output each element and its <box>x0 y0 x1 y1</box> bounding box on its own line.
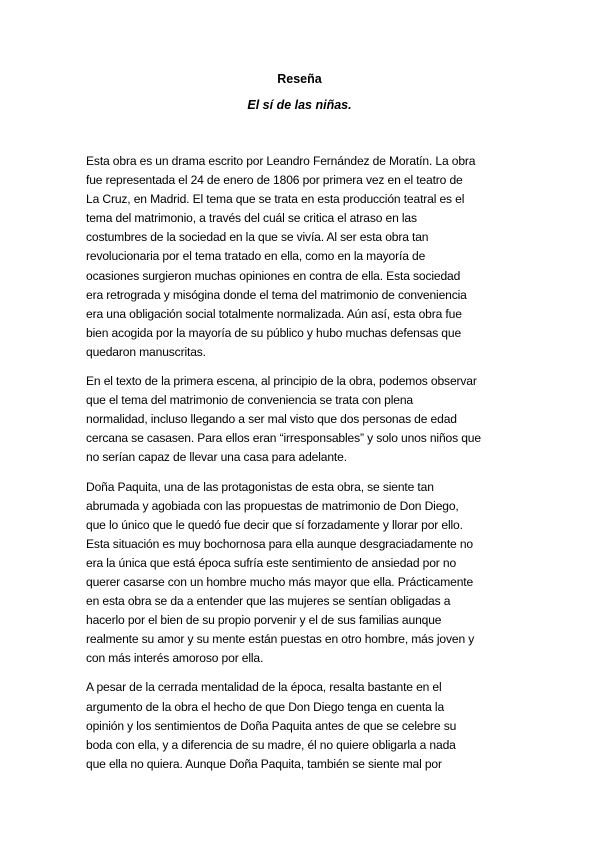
paragraph-line: A pesar de la cerrada mentalidad de la época, resalta bastante en el <box>86 680 442 695</box>
paragraph-line: argumento de la obra el hecho de que Don Diego tenga en cuenta la <box>86 699 445 714</box>
document-body <box>86 152 516 784</box>
paragraph-line: ocasiones surgieron muchas opiniones en contra de ella. Esta sociedad <box>86 268 461 283</box>
paragraph-line: con más interés amoroso por ella. <box>86 651 264 666</box>
paragraph-line: revolucionaria por el tema tratado en ella, como en la mayoría de <box>86 249 426 264</box>
paragraph-line: en esta obra se da a entender que las mujeres se sentían obligadas a <box>86 594 451 609</box>
paragraph-line: hacerlo por el bien de su propio porvenir y el de sus familias aunque <box>86 613 442 628</box>
paragraph-line: bien acogida por la mayoría de su público y hubo muchas defensas que <box>86 325 462 340</box>
paragraph-line: querer casarse con un hombre mucho más mayor que ella. Prácticamente <box>86 574 474 589</box>
paragraph-line: que ella no quiera. Aunque Doña Paquita, también se siente mal por <box>86 756 442 771</box>
paragraph <box>86 678 516 773</box>
paragraph-line: que el tema del matrimonio de conveniencia se trata con plena <box>86 393 413 408</box>
paragraph-line: Doña Paquita, una de las protagonistas de esta obra, se siente tan <box>86 479 434 494</box>
document-subtitle: El sí de las niñas. <box>247 98 352 112</box>
paragraph-line: no serían capaz de llevar una casa para adelante. <box>86 450 347 465</box>
paragraph-line: abrumada y agobiada con las propuestas de matrimonio de Don Diego, <box>86 498 459 513</box>
paragraph <box>86 372 516 467</box>
paragraph-line: era una obligación social totalmente normalizada. Aún así, esta obra fue <box>86 306 462 321</box>
paragraph-line: normalidad, incluso llegando a ser mal visto que dos personas de edad <box>86 412 457 427</box>
paragraph-line: realmente su amor y su mente están puestas en otro hombre, más joven y <box>86 632 475 647</box>
paragraph-line: que lo único que le quedó fue decir que sí forzadamente y llorar por ello. <box>86 517 463 532</box>
paragraph <box>86 478 516 669</box>
paragraph <box>86 152 516 362</box>
paragraph-line: Esta situación es muy bochornosa para ella aunque desgraciadamente no <box>86 536 473 551</box>
document-title: Reseña <box>277 72 322 86</box>
paragraph-line: Esta obra es un drama escrito por Leandro Fernández de Moratín. La obra <box>86 154 476 168</box>
paragraph-line: En el texto de la primera escena, al principio de la obra, podemos observar <box>86 374 477 389</box>
paragraph-line: costumbres de la sociedad en la que se vivía. Al ser esta obra tan <box>86 230 429 245</box>
paragraph-line: cercana se casasen. Para ellos eran “irresponsables” y solo unos niños que <box>86 431 481 446</box>
paragraph-line: era la única que está época sufría este sentimiento de ansiedad por no <box>86 555 457 570</box>
paragraph-line: opinión y los sentimientos de Doña Paquita antes de que se celebre su <box>86 718 457 733</box>
paragraph-line: era retrograda y misógina donde el tema del matrimonio de conveniencia <box>86 287 467 302</box>
paragraph-line: fue representada el 24 de enero de 1806 por primera vez en el teatro de <box>86 173 463 188</box>
paragraph-line: La Cruz, en Madrid. El tema que se trata en esta producción teatral es el <box>86 192 465 207</box>
paragraph-line: quedaron manuscritas. <box>86 344 206 359</box>
paragraph-line: tema del matrimonio, a través del cuál se critica el atraso en las <box>86 211 417 226</box>
paragraph-line: boda con ella, y a diferencia de su madre, él no quiere obligarla a nada <box>86 737 456 752</box>
